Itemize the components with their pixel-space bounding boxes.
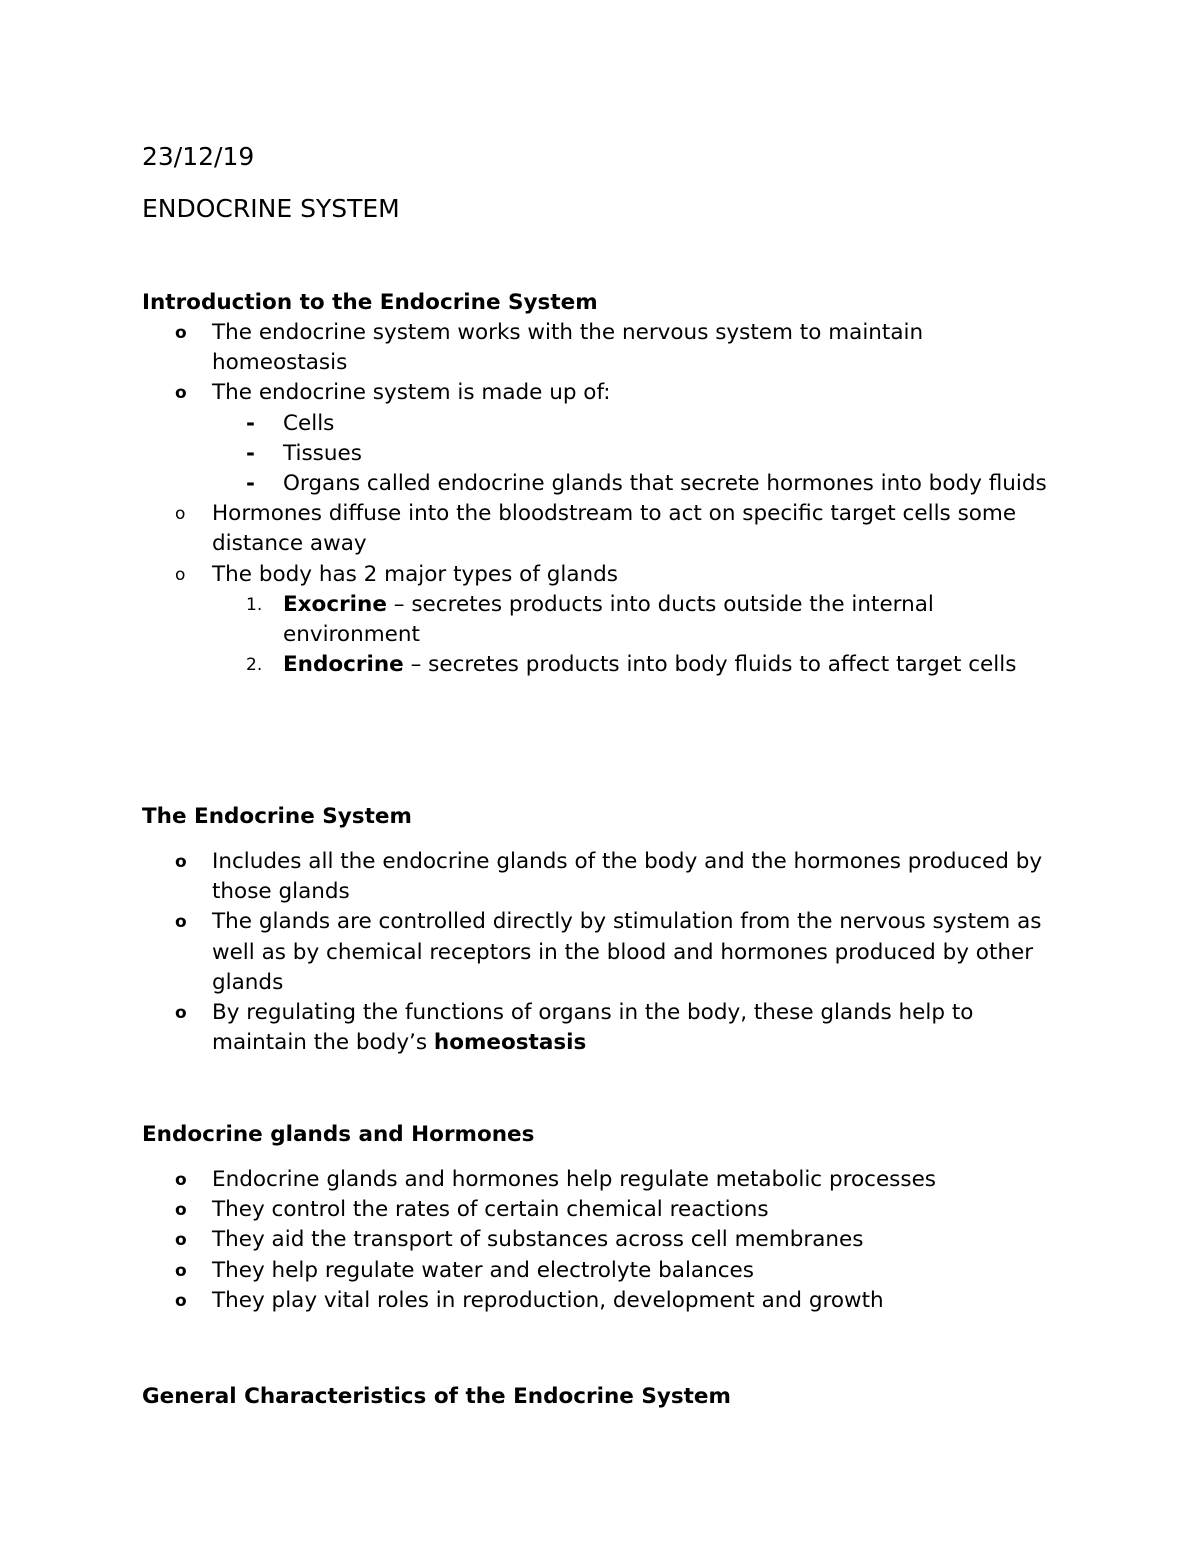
circle-bullet-icon: o	[175, 912, 187, 933]
gland-term: Exocrine	[283, 591, 387, 617]
list-item-text: The body has 2 major types of glands	[212, 561, 618, 587]
section-glands-hormones	[142, 1120, 1062, 1316]
sub-list-item	[142, 409, 1062, 439]
list-item-text: Includes all the endocrine glands of the body and the hormones produced by those glands	[212, 849, 1043, 905]
list-item-text: The endocrine system works with the nervous system to maintain homeostasis	[212, 320, 924, 376]
gland-description: – secretes products into ducts outside the internal environment	[283, 591, 934, 648]
dash-bullet-icon: -	[246, 410, 255, 436]
circle-bullet-icon: o	[175, 383, 187, 404]
sub-item-text: Organs called endocrine glands that secrete hormones into body fluids	[283, 471, 1047, 497]
list-number: 1.	[246, 594, 263, 615]
numbered-list-item	[142, 590, 1062, 650]
list-item	[142, 378, 1062, 408]
list-item-text: The endocrine system is made up of:	[212, 380, 611, 406]
sub-item-text: Cells	[283, 410, 335, 436]
circle-bullet-icon: o	[175, 1230, 187, 1251]
list-number: 2.	[246, 655, 263, 676]
gland-description: – secretes products into body fluids to affect target cells	[403, 652, 1017, 678]
list-item-text: Endocrine glands and hormones help regulate metabolic processes	[212, 1167, 936, 1192]
circle-bullet-icon: o	[175, 1200, 187, 1221]
section-heading: Endocrine glands and Hormones	[142, 1122, 535, 1147]
section-introduction	[142, 288, 1062, 680]
document-date: 23/12/19	[142, 142, 255, 171]
list-item	[142, 1195, 1062, 1225]
list-item	[142, 847, 1062, 907]
section-general-characteristics	[142, 1382, 1062, 1412]
circle-bullet-icon: o	[175, 323, 187, 343]
circle-bullet-icon: o	[175, 504, 186, 525]
list-item	[142, 1256, 1062, 1286]
list-item	[142, 1165, 1062, 1195]
section-heading: General Characteristics of the Endocrine System	[142, 1384, 731, 1409]
bullet-list	[142, 847, 1062, 1058]
circle-bullet-icon: o	[175, 1003, 187, 1024]
list-item	[142, 907, 1062, 998]
list-item-text: By regulating the functions of organs in the body, these glands help to maintain the body’s	[212, 1000, 974, 1056]
circle-bullet-icon: o	[175, 1170, 187, 1190]
list-item	[142, 1286, 1062, 1316]
numbered-list-item	[142, 650, 1062, 680]
circle-bullet-icon: o	[175, 1290, 187, 1311]
circle-bullet-icon: o	[175, 564, 186, 585]
list-item	[142, 998, 1062, 1058]
section-heading: Introduction to the Endocrine System	[142, 290, 598, 315]
gland-term: Endocrine	[283, 652, 404, 678]
sub-list-item	[142, 469, 1062, 499]
list-item	[142, 560, 1062, 590]
sub-item-text: Tissues	[283, 440, 362, 466]
emphasis-homeostasis: homeostasis	[433, 1030, 587, 1056]
list-item-text: They help regulate water and electrolyte balances	[212, 1257, 754, 1283]
list-item-text: They control the rates of certain chemical reactions	[212, 1197, 769, 1223]
bullet-list	[142, 1165, 1062, 1316]
list-item-text: The glands are controlled directly by stimulation from the nervous system as well as by chemical receptors in the blood and hormones produced by other glands	[212, 909, 1042, 995]
sub-list-item	[142, 439, 1062, 469]
circle-bullet-icon: o	[175, 852, 187, 872]
list-item-text: Hormones diffuse into the bloodstream to act on specific target cells some distance away	[212, 501, 1017, 557]
list-item	[142, 318, 1062, 378]
list-item	[142, 1225, 1062, 1255]
list-item	[142, 499, 1062, 559]
document-title: ENDOCRINE SYSTEM	[142, 194, 400, 223]
section-heading: The Endocrine System	[142, 804, 412, 829]
section-endocrine-system	[142, 802, 1062, 1058]
list-item-text: They play vital roles in reproduction, development and growth	[212, 1287, 884, 1313]
list-item-text: They aid the transport of substances across cell membranes	[212, 1227, 864, 1253]
circle-bullet-icon: o	[175, 1260, 187, 1281]
bullet-list	[142, 318, 1062, 680]
dash-bullet-icon: -	[246, 440, 255, 466]
dash-bullet-icon: -	[246, 471, 255, 497]
